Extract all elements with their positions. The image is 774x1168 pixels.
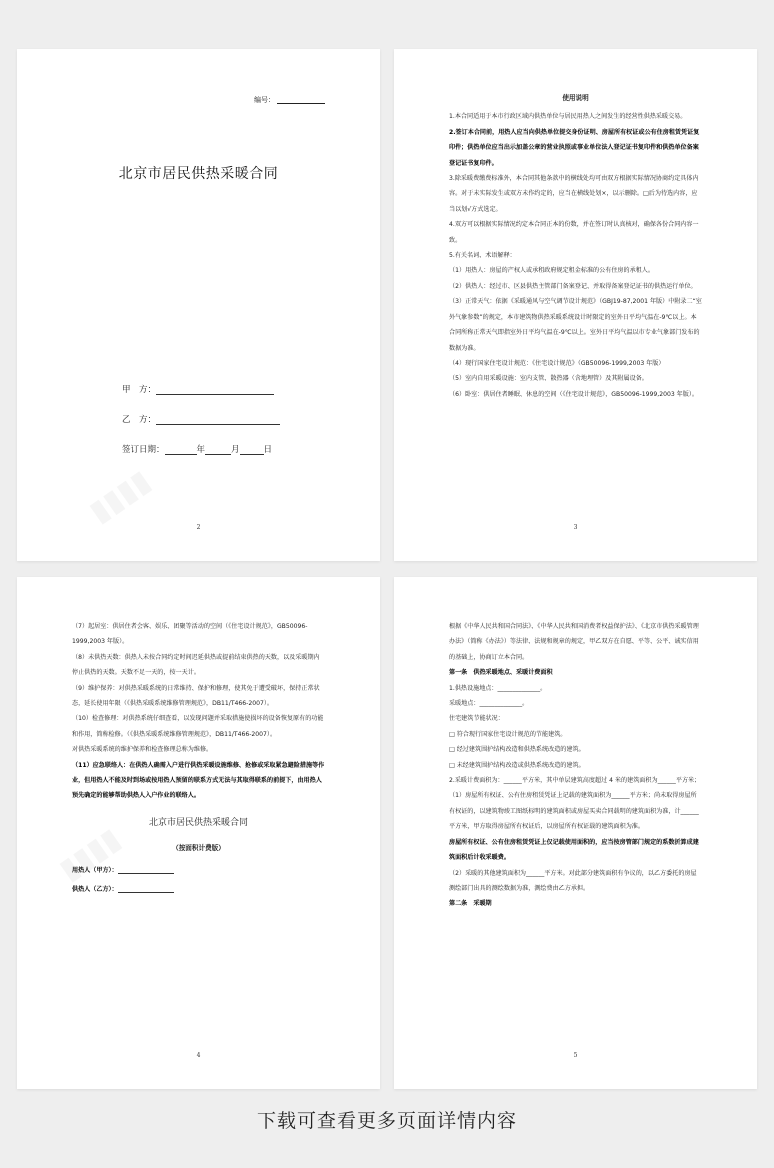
year-label: 年 [196,445,206,455]
party-a-blank [156,384,274,395]
page-2-cover [17,49,380,561]
sign-date-row [122,443,280,473]
page-5-terms [394,577,757,1089]
heat-user-blank [118,865,174,874]
contract-subtitle: （按面积计费版） [172,844,225,853]
page-4-definitions [17,577,380,1089]
party-b-label: 乙 方： [122,415,157,425]
paragraph: 5.有关名词、术语解释： [449,252,516,260]
sign-date-label: 签订日期： [122,445,165,455]
contract-number [254,95,325,105]
party-a-label: 甲 方： [122,385,157,395]
definitions-list [72,619,325,804]
page-3-instructions [394,49,757,561]
paragraph: （11）应急联络人：在供热人确需入户进行供热采暖设施维修、抢修或采取紧急避险措施等作业，但用热人不能及时到场或按用热人预留的联系方式无法与其取得联系的前提下，由用热人预先确定的能够帮助供热人入户作业的联络人。 [72,761,325,800]
paragraph: 第一条 供热采暖地点、采暖计费面积 [449,669,553,677]
paragraph: 2.采暖计费面积为：______平方米，其中单层建筑高度超过 4 米的建筑面积为______平方米； [449,777,701,785]
signature-block [122,383,280,473]
month-label: 月 [231,445,240,455]
contract-number-blank [277,95,325,104]
paragraph: （9）维护保养：对供热采暖系统的日常维持、保护和修理，使其免于遭受破坏，保持正常状态，延长使用年限（《供热采暖系统维修管理规范》，DB11/T466-2007）。 [72,684,320,708]
paragraph: （2）供热人：经过市、区县供热主管部门备案登记、并取得备案登记证书的供热运行单位。 [449,282,697,290]
definitions-body [72,619,325,898]
year-blank [165,444,197,455]
heat-user-label: 用热人（甲方）： [72,866,118,874]
paragraph: 房屋所有权证、公有住房租赁凭证上仅记载使用面积的，应当按房管部门规定的系数折算成建筑面积后计收采暖费。 [449,838,699,862]
paragraph: 住宅建筑节能状况： [449,715,504,723]
paragraph: （5）室内自用采暖设施：室内支管、散热器（含地埋管）及其附属设备。 [449,375,648,383]
watermark [83,463,157,530]
paragraph: 4.双方可以根据实际情况约定本合同正本的份数，并在签订时认真核对，确保各份合同内容一致。 [449,221,699,244]
paragraph: 1.本合同适用于本市行政区域内供热单位与居民用热人之间发生的经营性供热采暖交易。 [449,113,687,121]
heat-supplier-label: 供热人（乙方）： [72,886,118,894]
paragraph: □ 未经建筑围护结构改造或供热系统改造的建筑。 [449,761,585,769]
heat-supplier-blank [118,884,174,893]
paragraph: （4）现行国家住宅设计规范：《住宅设计规范》（GB50096-1999,2003 年版） [449,359,665,367]
instructions-body [449,91,702,402]
paragraph: 采暖地点：______________。 [449,700,529,708]
page-number: 5 [573,1052,578,1059]
party-a-row [122,383,280,413]
terms-body [449,619,702,912]
party-b-blank [156,414,280,425]
download-prompt: 下载可查看更多页面详情内容 [256,1110,517,1132]
page-number: 2 [196,524,201,531]
paragraph: （8）未供热天数：供热人未按合同约定时间迟延供热或提前结束供热的天数，以及采暖期内停止供热的天数。天数不足一天的，按一天计。 [72,653,320,677]
heat-supplier-row [72,882,325,897]
paragraph: 3.除采暖费缴费标准外，本合同其他条款中的横线处均可由双方根据实际情况协商约定具体内容。对于未实际发生或双方未作约定的，应当在横线处划×，以示删除。□后为待选内容，应当以划√方式选定。 [449,175,699,213]
contract-number-label: 编号： [254,96,275,104]
paragraph: （6）卧室：供居住者睡眠、休息的空间（《住宅设计规范》，GB50096-1999,2003 年版）。 [449,390,699,398]
party-b-row [122,413,280,443]
paragraph: （1）用热人：房屋的产权人或承租政府规定租金标准的公有住房的承租人。 [449,267,654,275]
page-number: 3 [573,524,578,531]
paragraph: 2.签订本合同前，用热人应当向供热单位提交身份证明、房屋所有权证或公有住房租赁凭证复印件；供热单位应当出示加盖公章的营业执照或事业单位法人登记证书复印件和供热单位备案登记证书复印件。 [449,128,700,167]
contract-title-2: 北京市居民供热采暖合同 [148,817,248,828]
paragraph: 1.供热设施地点：______________。 [449,684,547,692]
paragraph: □ 经过建筑围护结构改造和供热系统改造的建筑。 [449,746,585,754]
day-label: 日 [263,445,273,455]
day-blank [240,444,264,455]
paragraph: （7）起居室：供居住者会客、娱乐、团聚等活动的空间（《住宅设计规范》，GB50096-1999,2003 年版）。 [72,623,308,646]
paragraph: 第二条 采暖期 [449,900,492,908]
paragraph: □ 符合现行国家住宅设计规范的节能建筑。 [449,730,567,738]
paragraph: （3）正常天气：依据《采暖通风与空气调节设计规范》（GBJ19-87,2001 年版）中附录二“室外气象参数”的规定，本市建筑物供热采暖系统设计时限定的室外日平均气温在-9℃以上。本合同所称正常天气即指室外日平均气温在-9℃以上。室外日平均气温以市专业气象部门发布的数据为准。 [449,298,702,352]
terms-list [449,619,702,912]
instructions-list [449,109,702,402]
instructions-title: 使用说明 [562,94,589,102]
page-number: 4 [196,1052,201,1059]
paragraph: （2）采暖的其他建筑面积为______平方米。对此部分建筑面积有争议的，以乙方委托的房屋测绘部门出具的测绘数据为准，测绘费由乙方承担。 [449,869,697,892]
paragraph: 根据《中华人民共和国合同法》、《中华人民共和国消费者权益保护法》、《北京市供热采暖管理办法》（简称《办法》）等法律、法规和规章的规定，甲乙双方在自愿、平等、公平、诚实信用的基础上，协商订立本合同。 [449,623,699,661]
heat-user-row [72,863,325,878]
paragraph: （10）检查修理：对供热系统仔细查看，以发现问题并采取措施使损坏的设备恢复原有的功能和作用，简称检修。（《供热采暖系统维修管理规范》，DB11/T466-2007）。 [72,715,324,738]
paragraph: 对供热采暖系统的维护保养和检查修理总称为维修。 [72,746,213,754]
paragraph: （1）房屋所有权证、公有住房租赁凭证上记载的建筑面积为______平方米；尚未取得房屋所有权证的，以建筑物竣工图纸标明的建筑面积或房屋买卖合同载明的建筑面积为准，计______平方米，甲方取得房屋所有权证后，以房屋所有权证载的建筑面积为准。 [449,792,699,831]
month-blank [205,444,231,455]
contract-title: 北京市居民供热采暖合同 [118,166,279,182]
